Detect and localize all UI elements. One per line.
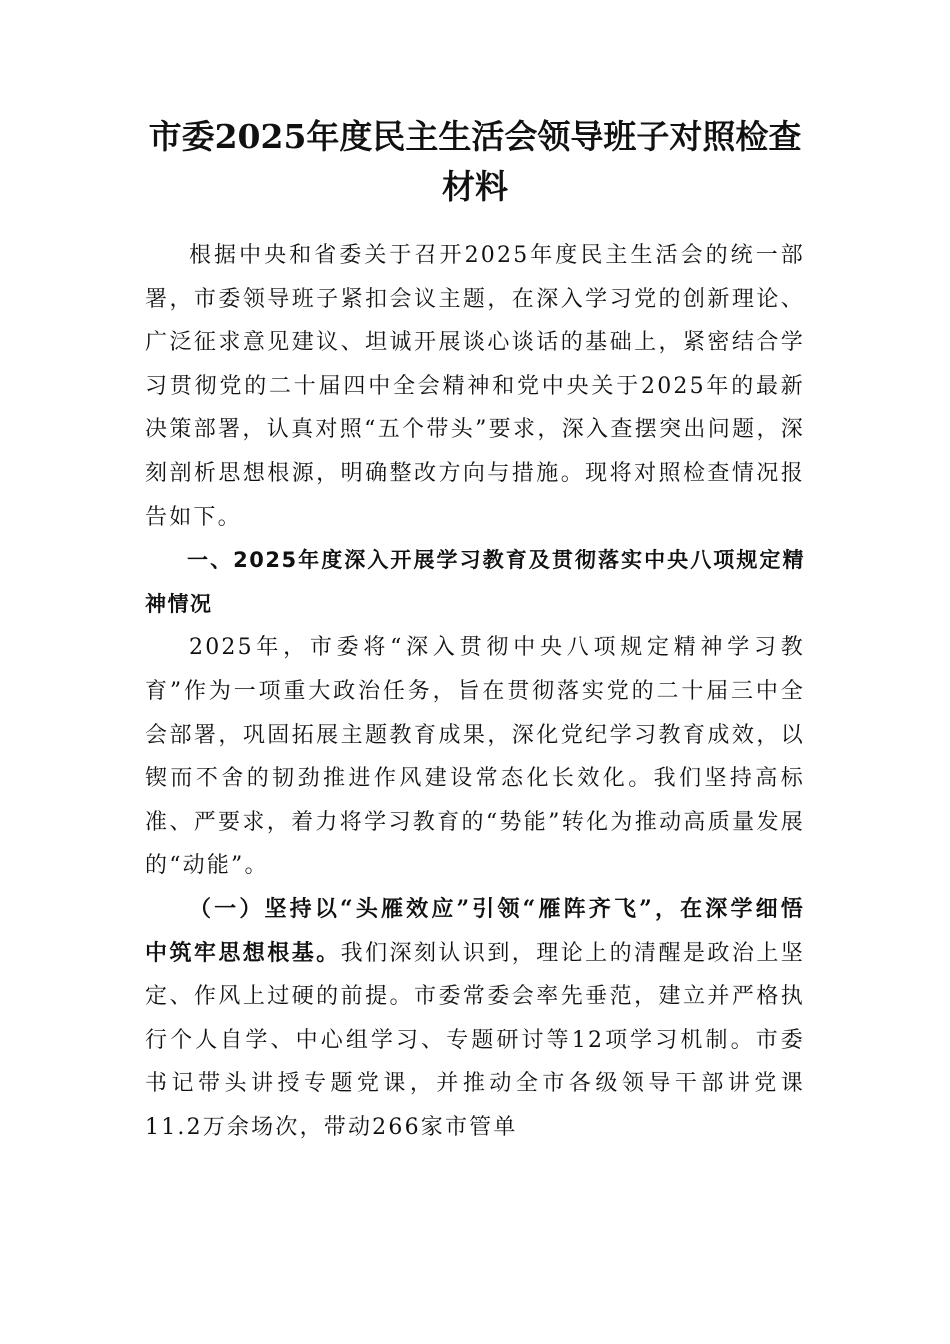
- subsection-1-paragraph: [145, 888, 805, 1150]
- subsection-1-lead: （一）坚持以“头雁效应”引领“雁阵齐飞”，在深学细悟中筑牢思想根基。: [145, 895, 805, 966]
- section-1-paragraph: 2025年，市委将“深入贯彻中央八项规定精神学习教育”作为一项重大政治任务，旨在贯彻落实党的二十届三中全会部署，巩固拓展主题教育成果，深化党纪学习教育成效，以锲而不舍的韧劲推进作风建设常态化长效化。我们坚持高标准、严要求，着力将学习教育的“势能”转化为推动高质量发展的“动能”。: [145, 635, 805, 879]
- intro-paragraph: 根据中央和省委关于召开2025年度民主生活会的统一部署，市委领导班子紧扣会议主题，在深入学习党的创新理论、广泛征求意见建议、坦诚开展谈心谈话的基础上，紧密结合学习贯彻党的二十届四中全会精神和党中央关于2025年的最新决策部署，认真对照“五个带头”要求，深入查摆突出问题，深刻剖析思想根源，明确整改方向与措施。现将对照检查情况报告如下。: [145, 243, 805, 530]
- document-title: 市委2025年度民主生活会领导班子对照检查材料: [148, 117, 802, 206]
- section-heading-1: 一、2025年度深入开展学习教育及贯彻落实中央八项规定精神情况: [145, 548, 805, 616]
- subsection-1-text: 我们深刻认识到，理论上的清醒是政治上坚定、作风上过硬的前提。市委常委会率先垂范，建立并严格执行个人自学、中心组学习、专题研讨等12项学习机制。市委书记带头讲授专题党课，并推动全市各级领导干部讲党课11.2万余场次，带动266家市管单: [145, 940, 805, 1140]
- document-body: [145, 234, 805, 1149]
